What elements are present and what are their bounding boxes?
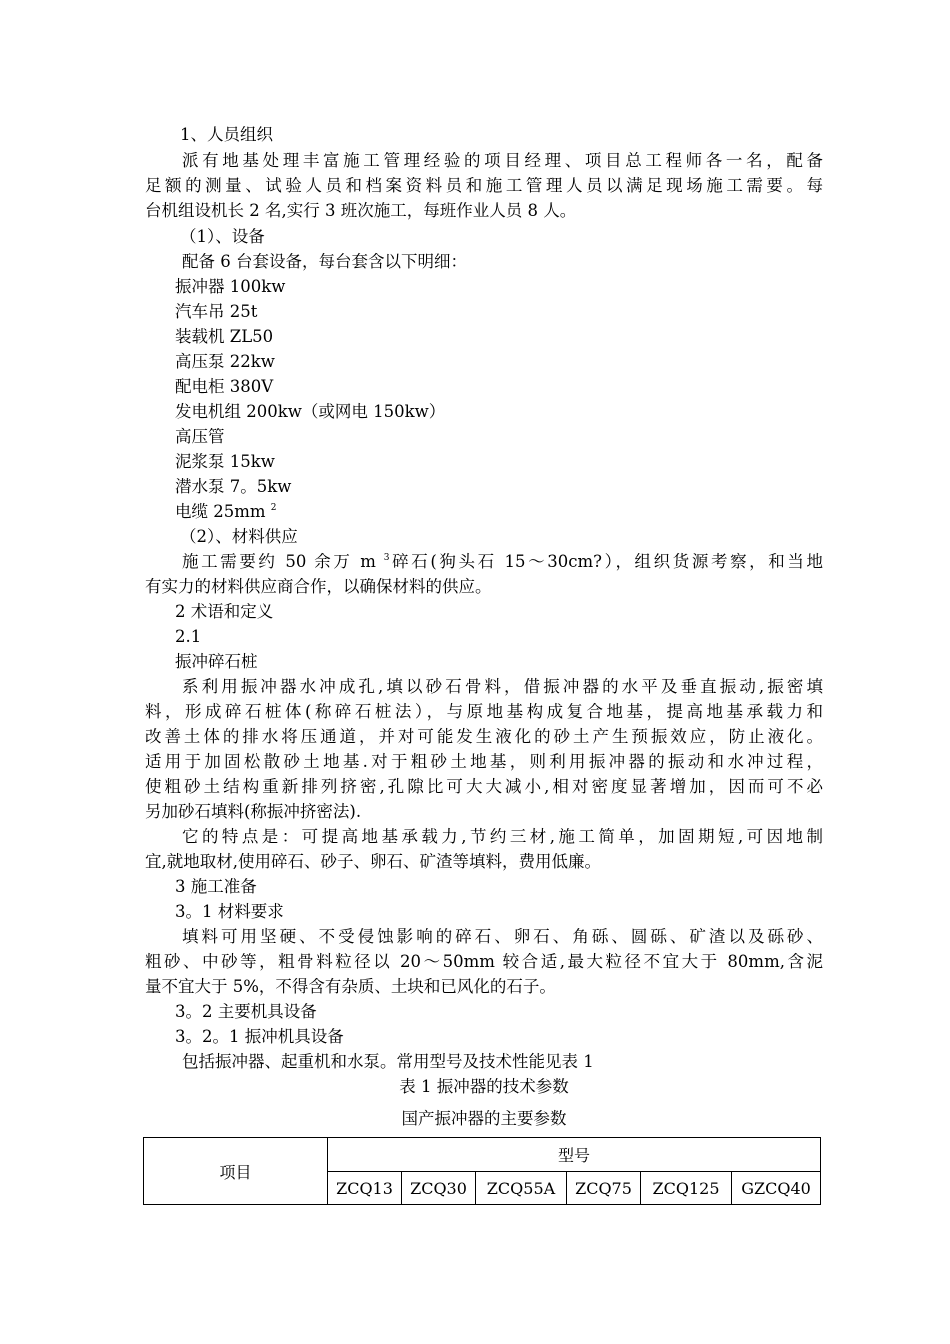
materials-superscript: 3	[383, 553, 390, 563]
paragraph-line: 它的特点是：可提高地基承载力,节约三材,施工简单，加固期短,可因地制	[182, 827, 823, 846]
section-heading-preparation: 3 施工准备	[175, 877, 257, 896]
table-cell-model: ZCQ13	[328, 1172, 402, 1205]
equipment-item: 振冲器 100kw	[175, 277, 286, 296]
paragraph-line: 适用于加固松散砂土地基.对于粗砂土地基，则利用振冲器的振动和水冲过程，	[145, 752, 823, 771]
equipment-item: 泥浆泵 15kw	[175, 452, 275, 471]
table-caption: 表 1 振冲器的技术参数	[399, 1077, 569, 1096]
table-header-model: 型号	[328, 1138, 821, 1172]
parameter-table	[143, 1137, 821, 1205]
paragraph-line: 派有地基处理丰富施工管理经验的项目经理、项目总工程师各一名，配备	[182, 151, 823, 170]
equipment-item: 高压管	[175, 427, 225, 446]
paragraph-line: 有实力的材料供应商合作，以确保材料的供应。	[145, 577, 492, 596]
paragraph-line: 包括振冲器、起重机和水泵。常用型号及技术性能见表 1	[182, 1052, 594, 1071]
paragraph-line: 改善土体的排水将压通道，并对可能发生液化的砂土产生预振效应，防止液化。	[145, 727, 823, 746]
paragraph-line: 系利用振冲器水冲成孔,填以砂石骨料，借振冲器的水平及垂直振动,振密填	[182, 677, 823, 696]
paragraph-line: 料，形成碎石桩体(称碎石桩法），与原地基构成复合地基，提高地基承载力和	[145, 702, 823, 721]
paragraph-line: 量不宜大于 5%，不得含有杂质、土块和已风化的石子。	[145, 977, 556, 996]
paragraph-line	[182, 549, 823, 574]
paragraph-line: 使粗砂土结构重新排列挤密,孔隙比可大大减小,相对密度显著增加，因而可不必	[145, 777, 823, 796]
subsection-heading: 3。2 主要机具设备	[175, 1002, 317, 1021]
equipment-item: 装载机 ZL50	[175, 327, 274, 346]
table-subcaption: 国产振冲器的主要参数	[401, 1109, 567, 1128]
cable-text: 电缆 25mm	[175, 502, 266, 521]
cable-superscript: 2	[270, 503, 277, 513]
section-heading-terms: 2 术语和定义	[175, 602, 274, 621]
paragraph-line: 足额的测量、试验人员和档案资料员和施工管理人员以满足现场施工需要。每	[145, 176, 823, 195]
subsection-heading: 3。2。1 振冲机具设备	[175, 1027, 344, 1046]
section-heading-personnel: 1、人员组织	[180, 125, 273, 144]
paragraph-line: 台机组设机长 2 名,实行 3 班次施工，每班作业人员 8 人。	[145, 201, 577, 220]
table-cell-model: ZCQ30	[402, 1172, 476, 1205]
subsection-heading: 3。1 材料要求	[175, 902, 284, 921]
table-cell-model: ZCQ55A	[476, 1172, 567, 1205]
subheading-equipment: （1）、设备	[180, 227, 265, 246]
equipment-intro: 配备 6 台套设备，每台套含以下明细：	[182, 252, 467, 271]
equipment-item: 潜水泵 7。5kw	[175, 477, 292, 496]
equipment-item-cable	[175, 499, 277, 524]
equipment-item: 配电柜 380V	[175, 377, 274, 396]
equipment-item: 汽车吊 25t	[175, 302, 258, 321]
materials-text-a: 施工需要约 50 余万 m	[182, 552, 376, 571]
table-header-item: 项目	[144, 1138, 328, 1205]
term-title: 振冲碎石桩	[175, 652, 258, 671]
paragraph-line: 宜,就地取材,使用碎石、砂子、卵石、矿渣等填料，费用低廉。	[145, 852, 601, 871]
paragraph-line: 另加砂石填料(称振冲挤密法).	[145, 802, 362, 821]
table-cell-model: ZCQ75	[567, 1172, 641, 1205]
equipment-item: 高压泵 22kw	[175, 352, 275, 371]
materials-text-b: 碎石(狗头石 15～30cm?），组织货源考察，和当地	[389, 552, 823, 571]
section-number: 2.1	[175, 627, 202, 646]
table-cell-model: GZCQ40	[732, 1172, 821, 1205]
equipment-item: 发电机组 200kw（或网电 150kw）	[175, 402, 446, 421]
paragraph-line: 填料可用坚硬、不受侵蚀影响的碎石、卵石、角砾、圆砾、矿渣以及砾砂、	[182, 927, 823, 946]
paragraph-line: 粗砂、中砂等，粗骨料粒径以 20～50mm 较合适,最大粒径不宜大于 80mm,含泥	[145, 952, 823, 971]
subheading-materials: （2）、材料供应	[180, 527, 298, 546]
table-cell-model: ZCQ125	[641, 1172, 732, 1205]
